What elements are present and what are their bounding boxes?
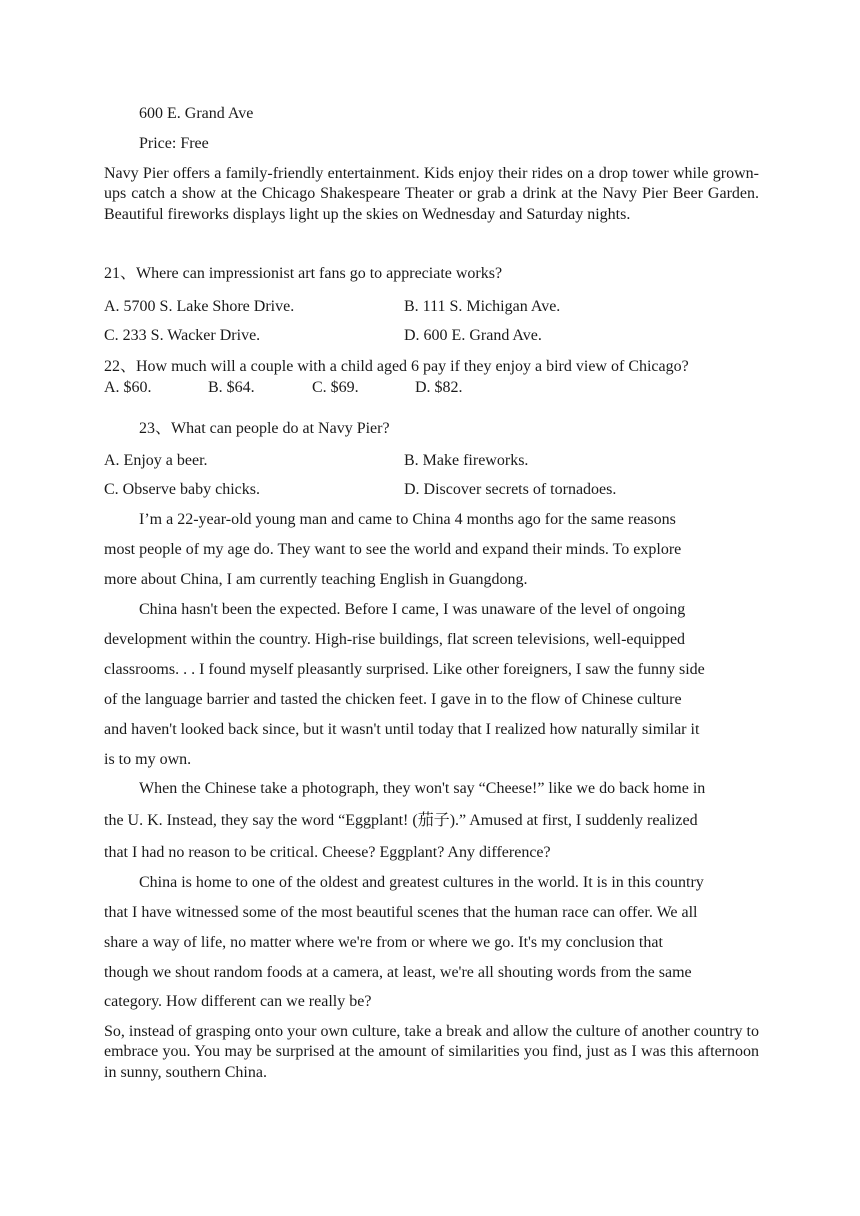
navy-pier-price: Price: Free [139,135,209,152]
passage-line: I’m a 22-year-old young man and came to China 4 months ago for the same reasons [139,511,676,528]
passage-line: category. How different can we really be? [104,993,372,1010]
q22-option-a: A. $60. [104,379,152,396]
passage-line: more about China, I am currently teaching English in Guangdong. [104,571,528,588]
q22-option-c: C. $69. [312,379,359,396]
q21-option-c: C. 233 S. Wacker Drive. [104,327,261,344]
passage-line: of the language barrier and tasted the chicken feet. I gave in to the flow of Chinese culture [104,691,682,708]
passage-paragraph-5: So, instead of grasping onto your own culture, take a break and allow the culture of another country to embrace you. You may be surprised at the amount of similarities you find, just as I was this afternoon in sunny, southern China. [104,1023,759,1081]
passage-line: classrooms. . . I found myself pleasantly surprised. Like other foreigners, I saw the funny side [104,661,705,678]
passage-line: that I had no reason to be critical. Cheese? Eggplant? Any difference? [104,844,551,861]
passage-line: most people of my age do. They want to see the world and expand their minds. To explore [104,541,682,558]
q23-option-a: A. Enjoy a beer. [104,452,208,469]
passage-line: the U. K. Instead, they say the word “Eggplant! (茄子).” Amused at first, I suddenly realized [104,812,698,829]
question-23: 23、What can people do at Navy Pier? [139,420,390,437]
q22-option-b: B. $64. [208,379,255,396]
q21-option-d: D. 600 E. Grand Ave. [404,327,542,344]
passage-line: China hasn't been the expected. Before I came, I was unaware of the level of ongoing [139,601,686,618]
passage-line: share a way of life, no matter where we're from or where we go. It's my conclusion that [104,934,663,951]
passage-line: China is home to one of the oldest and greatest cultures in the world. It is in this country [139,874,704,891]
q21-option-a: A. 5700 S. Lake Shore Drive. [104,298,295,315]
passage-line: development within the country. High-rise buildings, flat screen televisions, well-equipped [104,631,686,648]
passage-line: When the Chinese take a photograph, they won't say “Cheese!” like we do back home in [139,780,706,797]
question-22: 22、How much will a couple with a child aged 6 pay if they enjoy a bird view of Chicago? [104,358,689,375]
passage-line: is to my own. [104,751,192,768]
q21-option-b: B. 111 S. Michigan Ave. [404,298,561,315]
q23-option-d: D. Discover secrets of tornadoes. [404,481,617,498]
q22-option-d: D. $82. [415,379,463,396]
q23-option-b: B. Make fireworks. [404,452,529,469]
passage-line: that I have witnessed some of the most beautiful scenes that the human race can offer. We all [104,904,698,921]
passage-line: and haven't looked back since, but it wasn't until today that I realized how naturally similar it [104,721,700,738]
navy-pier-description: Navy Pier offers a family-friendly entertainment. Kids enjoy their rides on a drop tower while grown-ups catch a show at the Chicago Shakespeare Theater or grab a drink at the Navy Pier Beer Garden. Beautiful fireworks displays light up the skies on Wednesday and Saturday nights. [104,165,759,223]
passage-line: though we shout random foods at a camera, at least, we're all shouting words from the same [104,964,692,981]
q23-option-c: C. Observe baby chicks. [104,481,260,498]
navy-pier-address: 600 E. Grand Ave [139,105,254,122]
question-21: 21、Where can impressionist art fans go to appreciate works? [104,265,503,282]
